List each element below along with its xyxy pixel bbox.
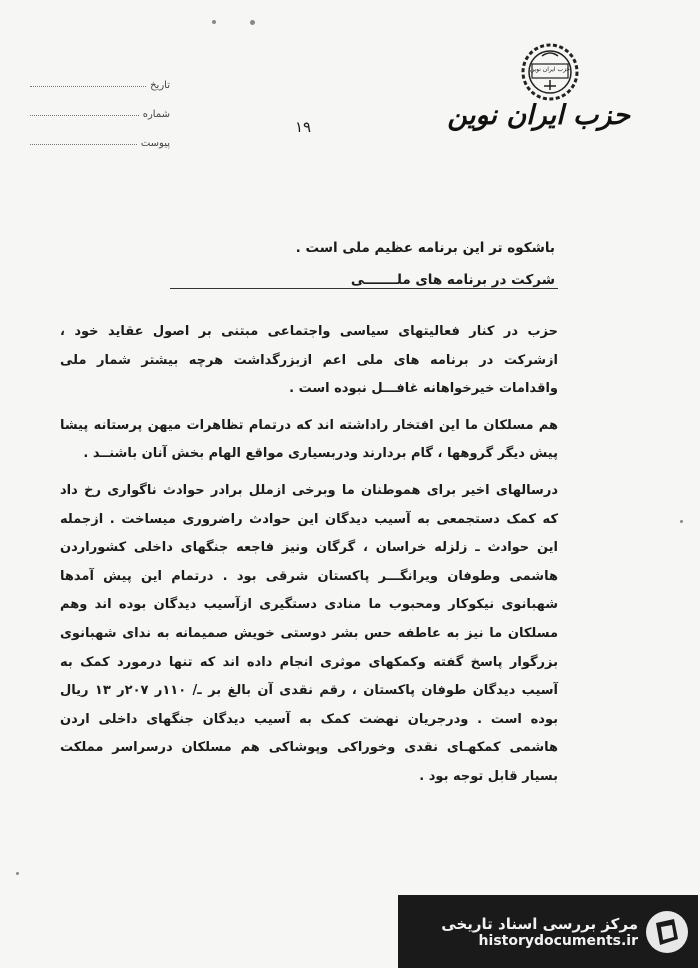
watermark-title: مرکز بررسی اسناد تاریخی (441, 914, 638, 933)
party-name-logo: حزب ایران نوین (447, 100, 630, 131)
scan-speck (212, 20, 216, 24)
meta-number-field (30, 91, 170, 120)
section-heading: شرکت در برنامه های ملـــــــی (350, 272, 555, 288)
emblem-label: حزب ایران نوین (529, 66, 571, 73)
meta-attachment-label: پیوست (140, 138, 170, 149)
heading-underline (170, 288, 558, 289)
watermark-url: historydocuments.ir (478, 932, 638, 949)
paragraph: درسالهای اخیر برای هموطنان ما وبرخی ازملل برادر حوادث ناگواری رخ داد که کمک دستجمعی به آسیب دیدگان این حوادث راضروری میساخت . ازجمله این حوادث ـ زلزله خراسان ، گرگان ونیز فاجعه جنگهای داخلی کشوراردن هاشمی وطوفان ویرانگـــر پاکستان شرقی بود . درتمام این پیش آمدها شهبانوی نیکوکار ومحبوب ما منادی دستگیری ازآسیب دیدگان بوده اند وهم مسلکان ما نیز به عاطفه حس بشر دوستی خویش صمیمانه به ندای شهبانوی بزرگوار پاسخ گفته وکمکهای موثری انجام داده اند که تنها درمورد کمک به آسیب دیدگان طوفان پاکستان ، رقم نقدی آن بالغ بر ـ/ ۱۱۰ر ۲۰۷ر ۱۳ ریال بوده است . ودرجریان نهضت کمک به آسیب دیدگان جنگهای داخلی اردن هاشمی کمکهـای نقدی وخوراکی وپوشاکی هم مسلکان درسراسر مملکت بسیار قابل توجه بود . (60, 482, 558, 784)
meta-attachment-line (30, 144, 137, 145)
meta-date-line (30, 86, 146, 87)
meta-number-label: شماره (142, 109, 170, 120)
body-text (60, 318, 558, 800)
meta-date-field (30, 62, 170, 91)
archive-logo-icon (644, 909, 690, 955)
page-number: ۱۹ (295, 118, 312, 136)
meta-attachment-field (30, 120, 170, 149)
intro-line: باشکوه تر این برنامه عظیم ملی است . (295, 240, 555, 256)
watermark-text (441, 915, 638, 949)
paragraph: حزب در کنار فعالیتهای سیاسی واجتماعی مبتنی بر اصول عقاید خود ، ازشرکت در برنامه های ملی اعم ازبزرگداشت هرچه بیشتر شمار ملی واقدامات خیرخواهانه غافـــل نبوده است . (60, 324, 558, 397)
archive-watermark (398, 895, 698, 968)
letter-meta-fields (30, 62, 170, 149)
scan-speck (680, 520, 683, 523)
meta-date-label: تاریخ (150, 80, 170, 91)
paragraph: هم مسلکان ما این افتخار راداشته اند که درتمام تظاهرات میهن پرستانه پیشا پیش دیگر گروهها ، گام بردارند ودربسیاری مواقع الهام بخش آنان باشنــد . (60, 417, 558, 462)
meta-number-line (30, 115, 139, 116)
scan-speck (16, 872, 19, 875)
scan-speck (250, 20, 255, 25)
